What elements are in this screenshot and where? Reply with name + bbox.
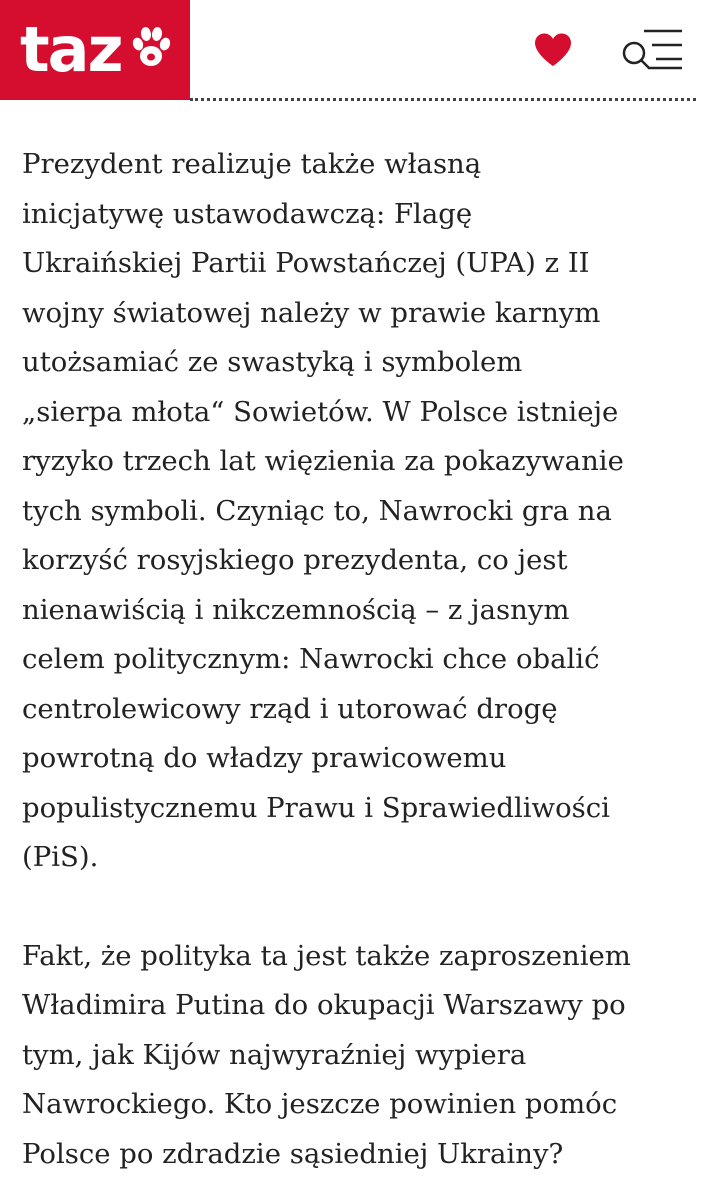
text-line: powrotną do władzy prawicowemu xyxy=(22,742,507,774)
text-line: celem politycznym: Nawrocki chce obalić xyxy=(22,643,600,675)
search-menu-button[interactable] xyxy=(622,28,684,72)
site-header xyxy=(0,0,701,104)
text-line: tym, jak Kijów najwyraźniej wypiera xyxy=(22,1038,527,1071)
text-line: Władimira Putina do okupacji Warszawy po xyxy=(22,989,626,1021)
logo-text: taz xyxy=(20,13,122,86)
text-line: (PiS). xyxy=(22,841,99,873)
article-body xyxy=(22,140,692,1179)
text-line: centrolewicowy rząd i utorować drogę xyxy=(22,692,558,725)
text-line: wojny światowej należy w prawie karnym xyxy=(22,296,601,329)
text-line: Prezydent realizuje także własną xyxy=(22,148,482,180)
text-line: utożsamiać ze swastyką i symbolem xyxy=(22,346,523,378)
text-line: „sierpa młota“ Sowietów. W Polsce istnieje xyxy=(22,395,619,428)
text-line: ryzyko trzech lat więzienia za pokazywanie xyxy=(22,445,624,477)
favorites-button[interactable] xyxy=(533,32,573,68)
text-line: Nawrockiego. Kto jeszcze powinien pomóc xyxy=(22,1088,618,1120)
text-line: tych symboli. Czyniąc to, Nawrocki gra na xyxy=(22,494,612,527)
text-line: Polsce po zdradzie sąsiedniej Ukrainy? xyxy=(22,1137,564,1170)
text-line: populistycznemu Prawu i Sprawiedliwości xyxy=(22,791,610,824)
heart-icon xyxy=(533,32,573,68)
text-line: nienawiścią i nikczemnością – z jasnym xyxy=(22,593,570,626)
paragraph xyxy=(22,932,692,1180)
text-line: Ukraińskiej Partii Powstańczej (UPA) z II xyxy=(22,247,590,279)
paragraph xyxy=(22,140,692,883)
text-line: korzyść rosyjskiego prezydenta, co jest xyxy=(22,544,568,576)
search-menu-icon xyxy=(622,28,684,72)
paw-icon xyxy=(130,24,172,70)
header-divider xyxy=(190,98,696,101)
text-line: inicjatywę ustawodawczą: Flagę xyxy=(22,197,473,230)
text-line: Fakt, że polityka ta jest także zaproszeniem xyxy=(22,939,631,972)
taz-logo[interactable] xyxy=(0,0,190,100)
